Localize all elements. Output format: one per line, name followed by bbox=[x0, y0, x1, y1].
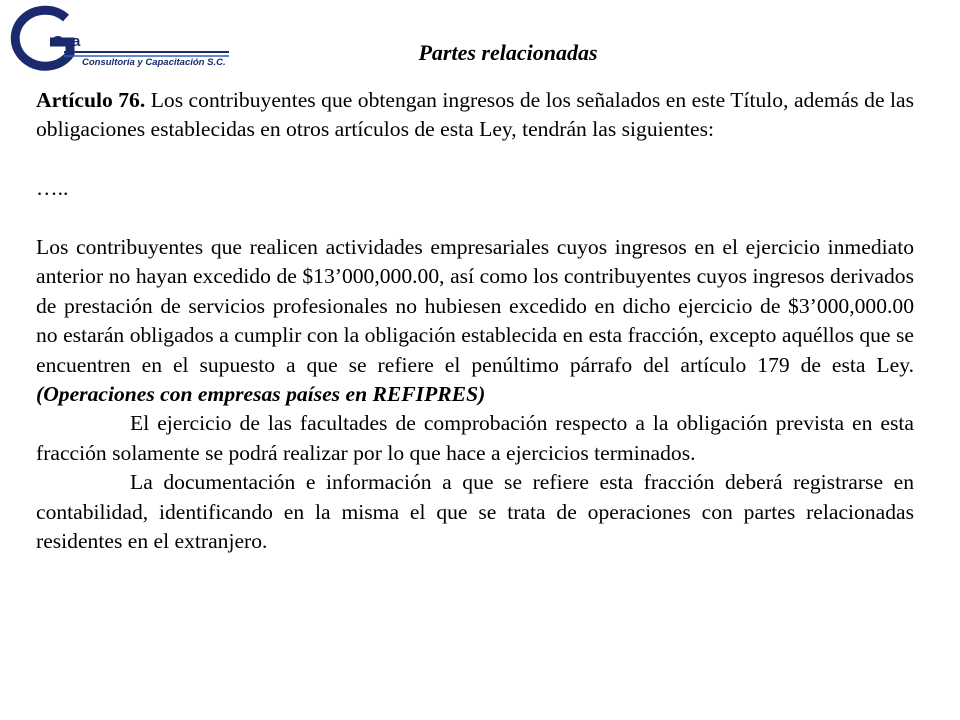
article-intro-text: Los contribuyentes que obtengan ingresos de los señalados en este Título, además de las obligaciones establecidas en otros artículos de esta Ley, tendrán las siguientes: bbox=[36, 88, 915, 142]
paragraph-3: La documentación e información a que se refiere esta fracción deberá registrarse en contabilidad, identificando en la misma el que se trata de operaciones con partes relacionadas residentes en el extranjero. bbox=[36, 470, 914, 554]
logo-tagline: Consultoría y Capacitación S.C. bbox=[82, 57, 226, 68]
paragraph-2: El ejercicio de las facultades de comprobación respecto a la obligación prevista en esta fracción solamente se podrá realizar por lo que hace a ejercicios terminados. bbox=[36, 411, 914, 465]
document-body bbox=[36, 86, 914, 556]
ellipsis: ….. bbox=[36, 176, 69, 201]
article-intro bbox=[36, 86, 914, 145]
logo-letters: Gva bbox=[52, 33, 81, 50]
article-label: Artículo 76. bbox=[36, 88, 146, 112]
page-title: Partes relacionadas bbox=[418, 40, 598, 65]
paragraph-1-text: Los contribuyentes que realicen actividades empresariales cuyos ingresos en el ejercicio inmediato anterior no hayan excedido de $13’000,000.00, así como los contribuyentes cuyos ingresos derivados de prestación de servicios profesionales no hubiesen excedido en dicho ejercicio de $3’000,000.00 no estarán obligados a cumplir con la obligación establecida en esta fracción, excepto aquéllos que se encuentren en el supuesto a que se refiere el penúltimo párrafo del artículo 179 de esta Ley. bbox=[36, 235, 914, 377]
paragraph-1 bbox=[36, 233, 914, 409]
refipres-note: (Operaciones con empresas países en REFIPRES) bbox=[36, 382, 486, 407]
